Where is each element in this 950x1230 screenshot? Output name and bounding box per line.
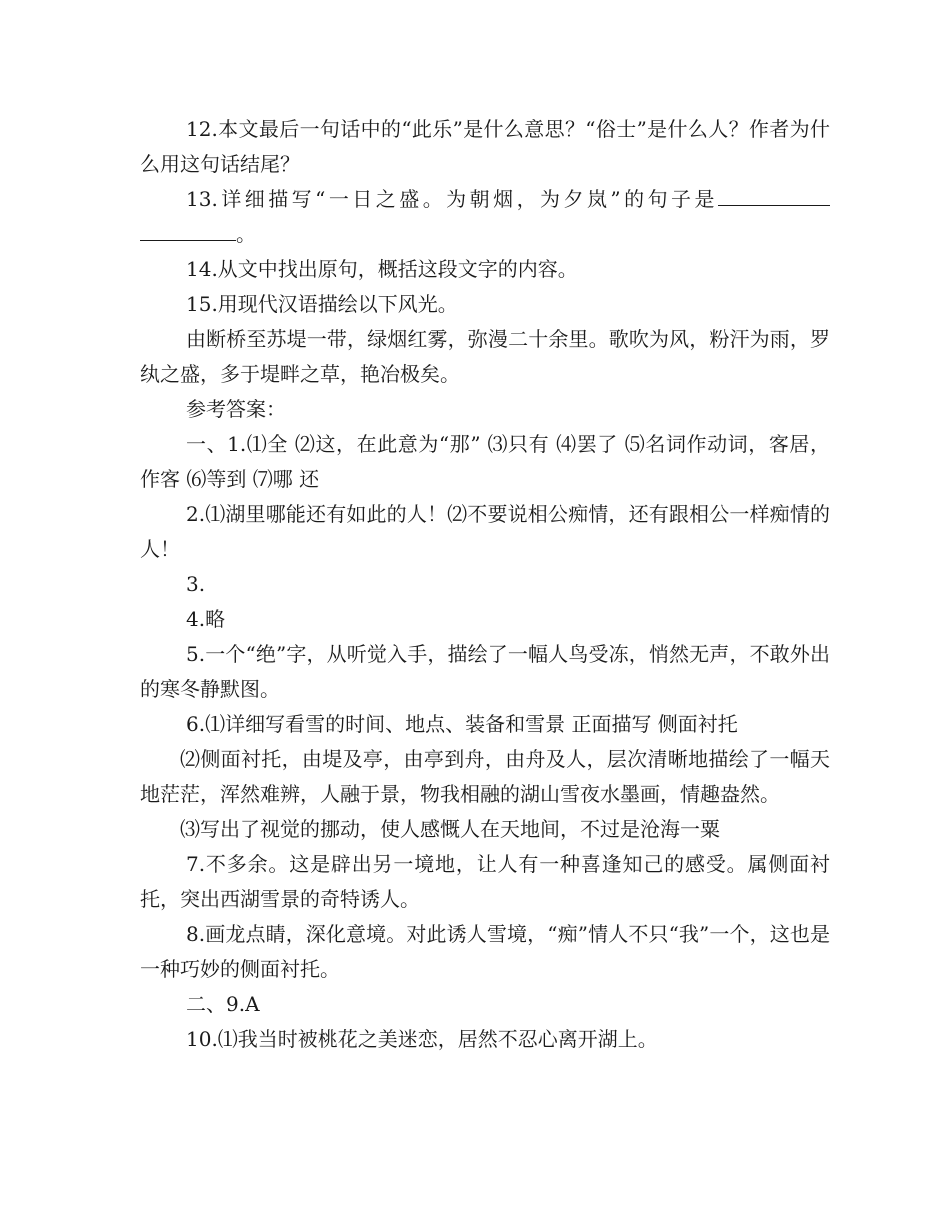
answer-4: 4.略 <box>186 607 226 631</box>
question-13 <box>140 182 830 252</box>
answer-6-part-1: 6.⑴详细写看雪的时间、地点、装备和雪景 正面描写 侧面衬托 <box>186 712 738 736</box>
answer-3: 3. <box>186 572 206 596</box>
answer-blank-line <box>718 183 830 206</box>
question-13-end: 。 <box>236 222 256 246</box>
answer-7: 7.不多余。这是辟出另一境地，让人有一种喜逢知己的感受。属侧面衬托，突出西湖雪景的奇特诱人。 <box>140 852 830 911</box>
question-14: 14.从文中找出原句，概括这段文字的内容。 <box>186 257 578 281</box>
question-13-text: 13.详细描写“一日之盛。为朝烟，为夕岚”的句子是 <box>186 187 718 211</box>
answer-6-part-2: ⑵侧面衬托，由堤及亭，由亭到舟，由舟及人，层次清晰地描绘了一幅天地茫茫，浑然难辨，人融于景，物我相融的湖山雪夜水墨画，情趣盎然。 <box>140 747 830 806</box>
question-15-passage: 由断桥至苏堤一带，绿烟红雾，弥漫二十余里。歌吹为风，粉汗为雨，罗纨之盛，多于堤畔之草，艳冶极矣。 <box>140 327 830 386</box>
answer-5: 5.一个“绝”字，从听觉入手，描绘了一幅人鸟受冻，悄然无声，不敢外出的寒冬静默图。 <box>140 642 830 701</box>
answer-2: 2.⑴湖里哪能还有如此的人！⑵不要说相公痴情，还有跟相公一样痴情的人！ <box>140 502 830 561</box>
question-12: 12.本文最后一句话中的“此乐”是什么意思？“俗士”是什么人？作者为什么用这句话结尾？ <box>140 117 830 176</box>
answer-9: 二、9.A <box>186 992 260 1016</box>
document-page <box>140 112 830 1057</box>
question-15: 15.用现代汉语描绘以下风光。 <box>186 292 458 316</box>
answer-6-part-3: ⑶写出了视觉的挪动，使人感慨人在天地间，不过是沧海一粟 <box>180 817 720 841</box>
answer-blank-line-2 <box>140 218 236 241</box>
answer-8: 8.画龙点睛，深化意境。对此诱人雪境，“痴”情人不只“我”一个，这也是一种巧妙的侧面衬托。 <box>140 922 830 981</box>
answers-heading: 参考答案： <box>186 397 286 421</box>
answer-1: 一、1.⑴全 ⑵这，在此意为“那” ⑶只有 ⑷罢了 ⑸名词作动词，客居，作客 ⑹等到 ⑺哪 还 <box>140 432 830 491</box>
answer-10: 10.⑴我当时被桃花之美迷恋，居然不忍心离开湖上。 <box>186 1027 658 1051</box>
